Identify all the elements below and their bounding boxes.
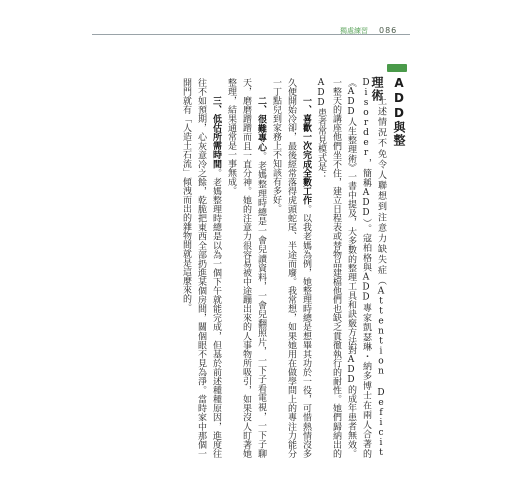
- point-2-lead: 二、很難專心: [256, 96, 266, 152]
- paragraph-point-3: [178, 78, 223, 458]
- paragraph-point-2: [223, 78, 268, 458]
- body-text: [138, 78, 388, 458]
- point-2-text: 。老媽整理時總是一會兒讀資料，一會兒翻照片，一下子看電視，一下子聊天，磨磨蹭蹭而且一直分神。她的注意力很容易被中途蹦出來的人事物所吸引，如果沒人盯著她整理，結果通常是一事無成。: [226, 78, 266, 459]
- section-title-marker: [387, 64, 407, 72]
- running-head: 獨處練習: [340, 27, 368, 35]
- page-number: 086: [379, 26, 398, 35]
- point-1-lead: 一、喜歡一次完成全數工作: [301, 96, 311, 205]
- paragraph-intro: 上述情況不免令人聯想到注意力缺失症（Attention Deficit Disorder，簡稱ADD）。寇柏格與ADD專家凱瑟琳・納多博士在兩人合著的《ADD人生整理術》一書中提及，大多數的整理工具和訣竅方法對ADD的成年患者無效。一整天的講座他們坐不住，建立日程表或替物品建檔他們也缺乏貫徹執行的耐性。她們歸納出的ADD患者常見模式是：: [316, 78, 386, 458]
- section-title: ADD與整理術: [370, 76, 406, 147]
- point-3-lead: 三、低估所需時間: [211, 96, 221, 169]
- point-3-text: 。老媽整理時總是以為一個下午就能完成，但基於前述種種原因，進度往往不如預期，心灰意冷之餘，乾脆把東西全部扔進某個房間，關個眼不見為淨。當時家中那個一開門就有「人造土石流」傾洩而出的雜物間就是這麼來的。: [181, 78, 221, 459]
- paragraph-point-1: [268, 78, 313, 458]
- point-1-text: 。以我老媽為例，她整理時總是想畢其功於一役，可惜熱情沒多久便開始冷卻，最後經常落得虎頭蛇尾、半途而廢。我常想，如果她用在做學問上的專注力能分一丁點兒到家務上不知該有多好。: [271, 78, 311, 459]
